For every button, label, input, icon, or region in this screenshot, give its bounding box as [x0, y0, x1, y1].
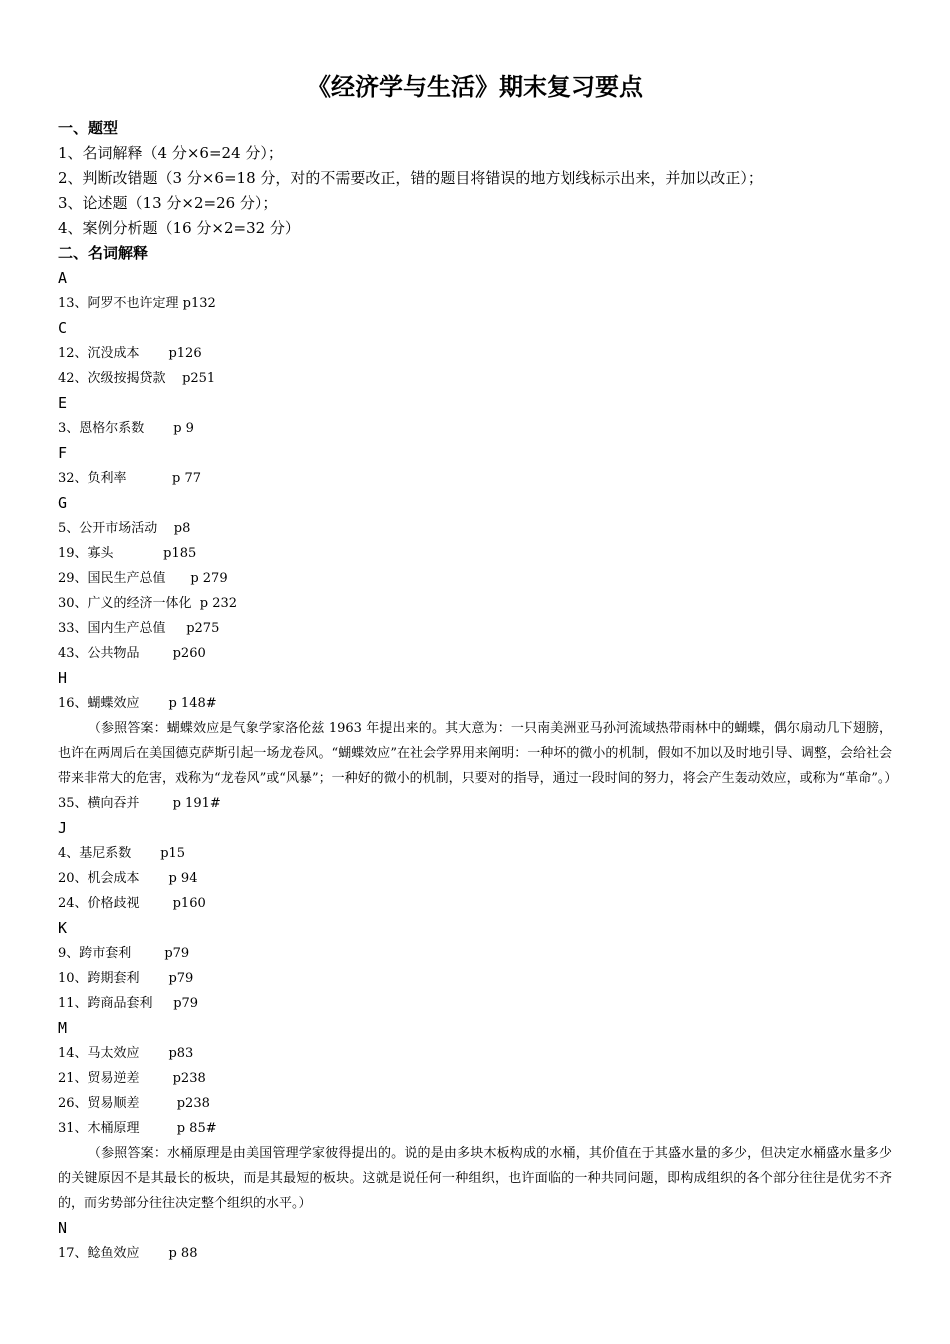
letter-heading: C: [58, 319, 68, 337]
term-item: 14、马太效应 p83: [58, 1046, 194, 1061]
document-page: [58, 62, 898, 1266]
letter-heading: J: [58, 819, 68, 837]
term-item: 31、木桶原理 p 85#: [58, 1121, 217, 1136]
document-title: 《经济学与生活》期末复习要点: [307, 73, 643, 101]
reference-answer: （参照答案：蝴蝶效应是气象学家洛伦兹 1963 年提出来的。其大意为：一只南美洲亚马孙河流域热带雨林中的蝴蝶，偶尔扇动几下翅膀，也许在两周后在美国德克萨斯引起一场龙卷风。“蝴蝶效应”在社会学界用来阐明：一种坏的微小的机制，假如不加以及时地引导、调整，会给社会带来非常大的危害，戏称为“龙卷风”或“风暴”；一种好的微小的机制，只要对的指导，通过一段时间的努力，将会产生轰动效应，或称为“革命”。）: [58, 721, 898, 786]
letter-heading: E: [58, 394, 68, 412]
term-item: 20、机会成本 p 94: [58, 871, 198, 886]
term-item: 43、公共物品 p260: [58, 646, 206, 661]
type-item: 2、判断改错题（3 分×6=18 分，对的不需要改正，错的题目将错误的地方划线标示出来，并加以改正）；: [58, 169, 763, 187]
type-item: 1、名词解释（4 分×6=24 分）；: [58, 144, 283, 162]
letter-heading: G: [58, 494, 68, 512]
term-item: 17、鲶鱼效应 p 88: [58, 1246, 198, 1261]
section-heading-types: 一、题型: [58, 119, 119, 137]
term-item: 11、跨商品套利 p79: [58, 996, 199, 1011]
term-item: 24、价格歧视 p160: [58, 896, 206, 911]
type-item: 3、论述题（13 分×2=26 分）；: [58, 194, 278, 212]
letter-heading: H: [58, 669, 68, 687]
term-item: 21、贸易逆差 p238: [58, 1071, 206, 1086]
term-item: 32、负利率 p 77: [58, 471, 201, 486]
letter-heading: M: [58, 1019, 68, 1037]
term-item: 42、次级按揭贷款 p251: [58, 371, 216, 386]
term-item: 33、国内生产总值 p275: [58, 621, 220, 636]
term-item: 30、广义的经济一体化 p 232: [58, 596, 238, 611]
reference-answer: （参照答案：水桶原理是由美国管理学家彼得提出的。说的是由多块木板构成的水桶，其价值在于其盛水量的多少，但决定水桶盛水量多少的关键原因不是其最长的板块，而是其最短的板块。这就是说任何一种组织，也许面临的一种共同问题，即构成组织的各个部分往往是优劣不齐的，而劣势部分往往决定整个组织的水平。）: [58, 1146, 892, 1211]
term-item: 5、公开市场活动 p8: [58, 521, 191, 536]
letter-heading: N: [58, 1219, 68, 1237]
term-item: 35、横向吞并 p 191#: [58, 796, 221, 811]
term-item: 3、恩格尔系数 p 9: [58, 421, 194, 436]
term-item: 13、阿罗不也许定理 p132: [58, 296, 216, 311]
section-heading-terms: 二、名词解释: [58, 244, 149, 262]
term-item: 4、基尼系数 p15: [58, 846, 186, 861]
term-item: 10、跨期套利 p79: [58, 971, 194, 986]
letter-heading: K: [58, 919, 68, 937]
type-item: 4、案例分析题（16 分×2=32 分）: [58, 219, 300, 237]
term-item: 26、贸易顺差 p238: [58, 1096, 210, 1111]
letter-heading: A: [58, 269, 68, 287]
term-item: 29、国民生产总值 p 279: [58, 571, 228, 586]
term-item: 16、蝴蝶效应 p 148#: [58, 696, 217, 711]
letter-heading: F: [58, 444, 68, 462]
term-item: 19、寡头 p185: [58, 546, 197, 561]
term-item: 9、跨市套利 p79: [58, 946, 190, 961]
term-item: 12、沉没成本 p126: [58, 346, 202, 361]
